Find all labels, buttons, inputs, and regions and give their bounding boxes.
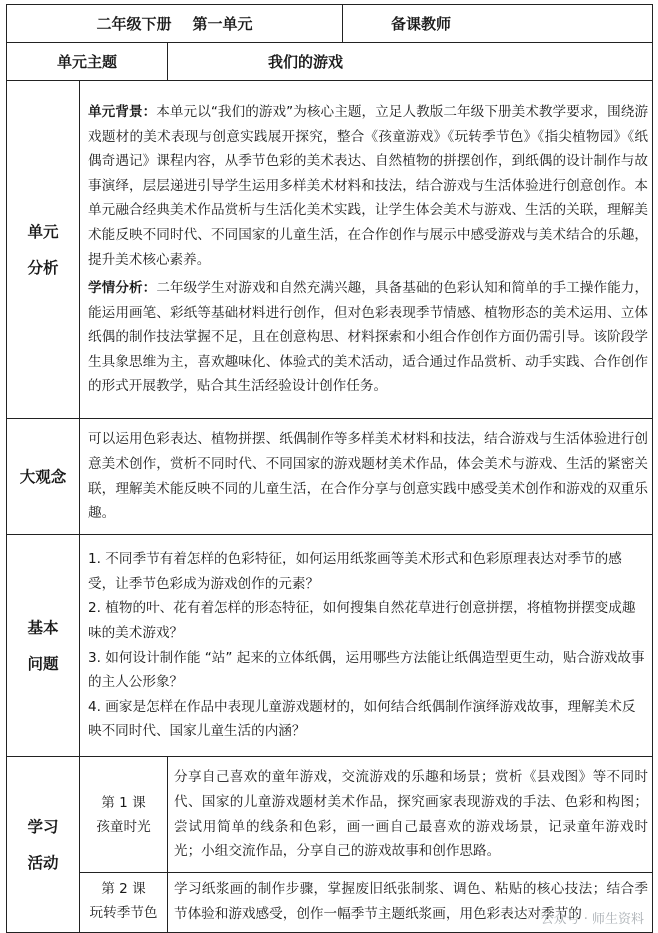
grade-text: 二年级下册 xyxy=(96,15,172,33)
lesson-1-name xyxy=(80,757,168,873)
activities-label-line1: 学习 xyxy=(27,817,59,836)
theme-row xyxy=(7,43,653,81)
lesson-2-text: 学习纸浆画的制作步骤，掌握废旧纸张制浆、调色、粘贴的核心技法；结合季节体验和游戏感受，创作一幅季节主题纸浆画，用色彩表达对季节的 xyxy=(174,881,649,922)
header-row xyxy=(7,5,653,43)
theme-label: 单元主题 xyxy=(7,43,168,81)
lesson-1-text: 分享自己喜欢的童年游戏，交流游戏的乐趣和场景；赏析《县戏图》等不同时代、国家的儿童游戏题材美术作品，探究画家表现游戏的手法、色彩和构图；尝试用简单的线条和色彩，画一画自己最喜欢的游戏场景，记录童年游戏时光；小组交流作品，分享自己的游戏故事和创作思路。 xyxy=(174,769,649,860)
learner-text: 二年级学生对游戏和自然充满兴趣，具备基础的色彩认知和简单的手工操作能力，能运用画笔、彩纸等基础材料进行创作，但对色彩表现季节情感、植物形态的美术运用、立体纸偶的制作技法掌握不足，且在创意构思、材料探索和小组合作创作方面仍需引导。该阶段学生具象思维为主，喜欢趣味化、体验式的美术活动，适合通过作品赏析、动手实践、合作创作的形式开展教学，贴合其生活经验设计创作任务。 xyxy=(88,280,649,395)
question-item: 1. 不同季节有着怎样的色彩特征，如何运用纸浆画等美术形式和色彩原理表达对季节的感受，让季节色彩成为游戏创作的元素？ xyxy=(88,551,622,592)
analysis-label-line1: 单元 xyxy=(27,222,59,241)
questions-label-line1: 基本 xyxy=(27,618,59,637)
background-lead: 单元背景： xyxy=(88,103,157,120)
learner-lead: 学情分析： xyxy=(88,280,157,297)
question-item: 3. 如何设计制作能 “站” 起来的立体纸偶，运用哪些方法能让纸偶造型更生动，贴合游戏故事的主人公形象？ xyxy=(88,649,645,691)
lesson-2-name xyxy=(80,873,168,933)
watermark-text: 公众号 · 师生资料 xyxy=(540,912,644,927)
big-idea-row xyxy=(7,419,653,535)
grade-unit-cell xyxy=(7,5,343,43)
lesson-plan-table xyxy=(6,4,653,933)
learner-paragraph xyxy=(88,276,648,399)
analysis-label-line2: 分析 xyxy=(27,258,59,277)
analysis-label xyxy=(7,81,80,419)
lesson-1-number: 第 1 课 xyxy=(101,794,146,811)
big-idea-text: 可以运用色彩表达、植物拼摆、纸偶制作等多样美术材料和技法，结合游戏与生活体验进行创意美术创作，赏析不同时代、不同国家的游戏题材美术作品，体会美术与游戏、生活的紧密关联，理解美术能反映不同的儿童生活，在合作分享与创意实践中感受美术创作和游戏的双重乐趣。 xyxy=(88,431,649,522)
questions-label xyxy=(7,535,80,757)
big-idea-content xyxy=(80,419,653,535)
analysis-row xyxy=(7,81,653,419)
teacher-cell xyxy=(343,5,653,43)
unit-text: 第一单元 xyxy=(192,15,253,33)
big-idea-label: 大观念 xyxy=(7,419,80,535)
questions-row xyxy=(7,535,653,757)
lesson-1-content xyxy=(168,757,653,873)
theme-value: 我们的游戏 xyxy=(168,43,653,81)
background-text: 本单元以“我们的游戏”为核心主题，立足人教版二年级下册美术教学要求，围绕游戏题材的美术表现与创意实践展开探究，整合《孩童游戏》《玩转季节色》《指尖植物园》《纸偶奇遇记》课程内容，从季节色彩的美术表达、自然植物的拼摆创作，到纸偶的设计制作与故事演绎，层层递进引导学生运用多样美术材料和技法，结合游戏与生活体验进行创意创作。本单元融合经典美术作品赏析与生活化美术实践，让学生体会美术与游戏、生活的关联，理解美术能反映不同时代、不同国家的儿童生活，在合作创作与展示中感受游戏与美术结合的乐趣，提升美术核心素养。 xyxy=(88,103,649,268)
question-item: 2. 植物的叶、花有着怎样的形态特征，如何搜集自然花草进行创意拼摆，将植物拼摆变成趣味的美术游戏？ xyxy=(88,600,636,641)
lesson-2-title: 玩转季节色 xyxy=(89,905,158,921)
teacher-label: 备课教师 xyxy=(391,15,452,33)
lesson-row-1 xyxy=(7,757,653,873)
activities-label-line2: 活动 xyxy=(27,853,59,872)
questions-label-line2: 问题 xyxy=(27,654,59,673)
activities-label xyxy=(7,757,80,933)
questions-content xyxy=(80,535,653,757)
lesson-2-number: 第 2 课 xyxy=(101,881,146,897)
question-item: 4. 画家是怎样在作品中表现儿童游戏题材的，如何结合纸偶制作演绎游戏故事，理解美术反映不同时代、国家儿童生活的内涵？ xyxy=(88,698,636,740)
background-paragraph xyxy=(88,100,648,272)
lesson-1-title: 孩童时光 xyxy=(96,818,151,835)
analysis-content xyxy=(80,81,653,419)
